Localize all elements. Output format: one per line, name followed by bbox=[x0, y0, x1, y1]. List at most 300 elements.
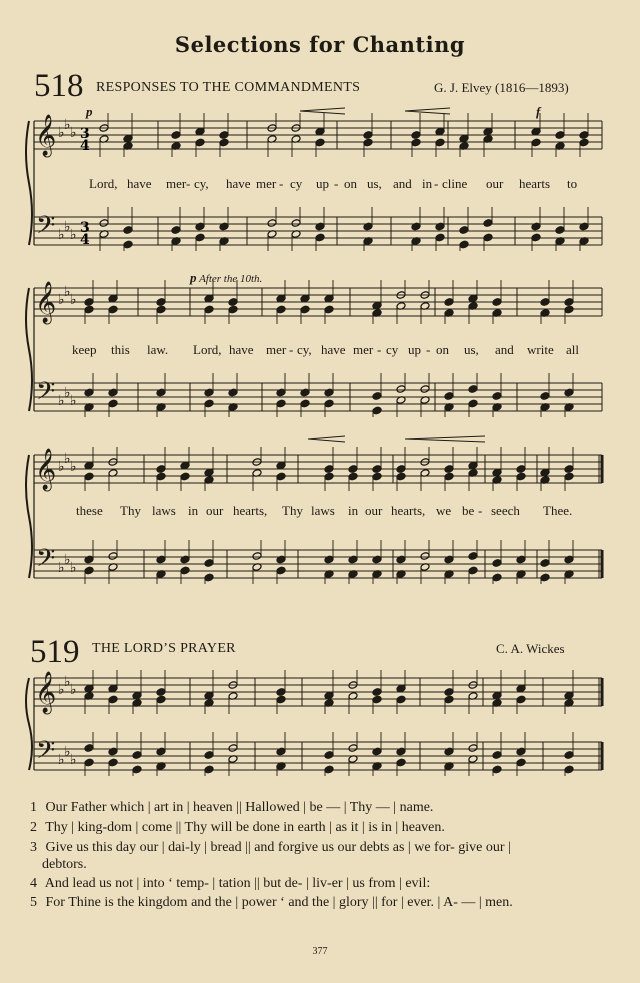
flat-sign: ♭ bbox=[70, 560, 77, 576]
note-head bbox=[531, 127, 541, 136]
note-head bbox=[468, 744, 478, 753]
note-head bbox=[411, 138, 421, 147]
verse-1 bbox=[30, 800, 630, 816]
note-head bbox=[324, 472, 334, 481]
hymn-title-518: RESPONSES TO THE COMMANDMENTS bbox=[96, 80, 361, 95]
note-head bbox=[492, 751, 502, 760]
note-head bbox=[108, 695, 118, 704]
lyric-syllable: cy bbox=[386, 342, 399, 357]
lyric-syllable: hearts, bbox=[233, 503, 268, 518]
lyric-syllable: our bbox=[365, 503, 383, 518]
lyric-syllable: we bbox=[436, 503, 452, 518]
flat-sign: ♭ bbox=[64, 552, 71, 568]
note-head bbox=[219, 222, 229, 231]
note-head bbox=[156, 555, 166, 564]
hairpin bbox=[405, 436, 485, 442]
clefs-and-signatures bbox=[35, 108, 485, 771]
flat-sign: ♭ bbox=[64, 674, 71, 690]
note-head bbox=[483, 233, 493, 242]
note-head bbox=[132, 765, 142, 774]
note-head bbox=[180, 555, 190, 564]
lyric-syllable: - bbox=[279, 176, 284, 191]
note-head bbox=[324, 305, 334, 314]
note-head bbox=[459, 226, 469, 235]
flat-sign: ♭ bbox=[64, 284, 71, 300]
lyric-syllable: all bbox=[566, 342, 579, 357]
verse-number: 2 bbox=[30, 820, 37, 835]
note-head bbox=[180, 566, 190, 575]
flat-sign: ♭ bbox=[64, 219, 71, 235]
note-head bbox=[276, 472, 286, 481]
lyric-syllable: have bbox=[127, 176, 152, 191]
note-head bbox=[324, 555, 334, 564]
verse-text: Thy | king-dom | come || Thy will be done in earth | as it | is in | heaven. bbox=[45, 820, 445, 835]
lyric-syllable: Thy bbox=[282, 503, 303, 518]
note-head bbox=[300, 399, 310, 408]
hymn-number-518: 518 bbox=[34, 68, 84, 104]
note-head bbox=[84, 298, 94, 307]
note-head bbox=[444, 392, 454, 401]
flat-sign: ♭ bbox=[58, 393, 65, 409]
note-head bbox=[156, 688, 166, 697]
lyric-syllable: keep bbox=[72, 342, 97, 357]
note-head bbox=[516, 555, 526, 564]
note-heads bbox=[84, 113, 589, 776]
note-head bbox=[372, 555, 382, 564]
composer-518: G. J. Elvey (1816—1893) bbox=[434, 80, 569, 95]
note-head bbox=[492, 298, 502, 307]
note-head bbox=[324, 765, 334, 774]
verse-number: 1 bbox=[30, 800, 37, 815]
note-head bbox=[315, 222, 325, 231]
flat-sign: ♭ bbox=[70, 459, 77, 475]
note-head bbox=[468, 461, 478, 470]
note-head bbox=[324, 691, 334, 700]
note-head bbox=[444, 747, 454, 756]
note-head bbox=[531, 138, 541, 147]
note-head bbox=[363, 138, 373, 147]
note-head bbox=[411, 131, 421, 140]
note-head bbox=[108, 684, 118, 693]
note-head bbox=[219, 131, 229, 140]
note-head bbox=[195, 233, 205, 242]
note-head bbox=[315, 138, 325, 147]
note-head bbox=[204, 559, 214, 568]
flat-sign: ♭ bbox=[58, 125, 65, 141]
lyric-syllable: - bbox=[377, 342, 382, 357]
note-head bbox=[171, 131, 181, 140]
note-head bbox=[276, 305, 286, 314]
note-head bbox=[156, 695, 166, 704]
note-head bbox=[123, 134, 133, 143]
lyric-syllable: - bbox=[426, 342, 431, 357]
note-head bbox=[171, 226, 181, 235]
lyric-syllable: - bbox=[334, 176, 339, 191]
lyric-syllable: - bbox=[289, 342, 294, 357]
lyric-syllable: mer bbox=[166, 176, 187, 191]
lyric-syllable: have bbox=[226, 176, 251, 191]
verse-number: 4 bbox=[30, 876, 37, 891]
note-head bbox=[108, 388, 118, 397]
lyric-syllable: Thee. bbox=[543, 503, 573, 518]
note-head bbox=[444, 555, 454, 564]
note-head bbox=[372, 465, 382, 474]
note-head bbox=[204, 388, 214, 397]
note-head bbox=[324, 388, 334, 397]
lyric-syllable: Lord, bbox=[193, 342, 222, 357]
flat-sign: ♭ bbox=[70, 292, 77, 308]
note-head bbox=[204, 573, 214, 582]
lyric-syllable: mer bbox=[353, 342, 374, 357]
note-head bbox=[396, 385, 406, 394]
dynamic-forte: f bbox=[536, 104, 541, 119]
note-head bbox=[444, 688, 454, 697]
note-head bbox=[195, 222, 205, 231]
note-head bbox=[468, 399, 478, 408]
note-head bbox=[156, 747, 166, 756]
verse-text: Our Father which | art in | heaven || Hallowed | be — | Thy — | name. bbox=[45, 800, 434, 815]
note-head bbox=[324, 399, 334, 408]
note-head bbox=[372, 406, 382, 415]
treble-clef: 𝄞 bbox=[35, 282, 57, 323]
page-number: 377 bbox=[312, 946, 328, 957]
note-head bbox=[516, 684, 526, 693]
note-head bbox=[435, 127, 445, 136]
note-head bbox=[108, 399, 118, 408]
note-head bbox=[372, 695, 382, 704]
note-head bbox=[108, 294, 118, 303]
note-head bbox=[99, 219, 109, 228]
note-head bbox=[204, 468, 214, 477]
note-head bbox=[579, 131, 589, 140]
lyric-syllable: our bbox=[486, 176, 504, 191]
note-head bbox=[84, 758, 94, 767]
note-head bbox=[195, 127, 205, 136]
lyric-syllable: laws bbox=[311, 503, 335, 518]
flat-sign: ♭ bbox=[58, 752, 65, 768]
note-head bbox=[492, 573, 502, 582]
note-head bbox=[204, 691, 214, 700]
lyric-syllable: on bbox=[436, 342, 449, 357]
note-head bbox=[315, 233, 325, 242]
lyric-syllable: cy, bbox=[297, 342, 312, 357]
note-head bbox=[156, 472, 166, 481]
lyric-syllable: up bbox=[316, 176, 329, 191]
verse-text: And lead us not | into ‘ temp- | tation || but de- | liv-er | us from | evil: bbox=[44, 876, 431, 891]
flat-sign: ♭ bbox=[64, 451, 71, 467]
lyric-syllable: in bbox=[422, 176, 433, 191]
note-head bbox=[540, 468, 550, 477]
lyric-syllable: be bbox=[462, 503, 475, 518]
lyric-syllable: - bbox=[478, 503, 483, 518]
note-head bbox=[468, 294, 478, 303]
note-head bbox=[84, 566, 94, 575]
note-head bbox=[252, 552, 262, 561]
note-head bbox=[396, 758, 406, 767]
note-head bbox=[219, 138, 229, 147]
note-head bbox=[564, 751, 574, 760]
lyric-syllable: law. bbox=[147, 342, 169, 357]
note-head bbox=[276, 566, 286, 575]
lyric-syllable: our bbox=[206, 503, 224, 518]
system-brace bbox=[26, 455, 32, 578]
flat-sign: ♭ bbox=[58, 292, 65, 308]
verse-3 bbox=[30, 840, 630, 856]
flat-sign: ♭ bbox=[58, 560, 65, 576]
lyric-syllable: these bbox=[76, 503, 103, 518]
note-head bbox=[516, 472, 526, 481]
hairpin bbox=[308, 436, 345, 442]
bass-clef: 𝄢 bbox=[36, 736, 56, 771]
note-head bbox=[276, 688, 286, 697]
note-head bbox=[84, 461, 94, 470]
lyric-syllable: on bbox=[344, 176, 357, 191]
note-head bbox=[492, 691, 502, 700]
note-head bbox=[84, 388, 94, 397]
verse-3-continuation: debtors. bbox=[42, 857, 87, 872]
bass-clef: 𝄢 bbox=[36, 377, 56, 412]
direction-text: After the 10th. bbox=[199, 273, 263, 285]
note-head bbox=[564, 388, 574, 397]
note-head bbox=[516, 695, 526, 704]
lyric-syllable: cline bbox=[442, 176, 468, 191]
note-head bbox=[300, 305, 310, 314]
lyric-syllable: us, bbox=[464, 342, 479, 357]
note-head bbox=[420, 385, 430, 394]
note-head bbox=[444, 695, 454, 704]
composer-519: C. A. Wickes bbox=[496, 641, 565, 656]
note-head bbox=[483, 219, 493, 228]
note-head bbox=[540, 392, 550, 401]
note-head bbox=[372, 747, 382, 756]
note-head bbox=[540, 559, 550, 568]
note-head bbox=[555, 131, 565, 140]
note-head bbox=[204, 765, 214, 774]
note-head bbox=[531, 222, 541, 231]
note-head bbox=[84, 555, 94, 564]
treble-clef: 𝄞 bbox=[35, 115, 57, 156]
flat-sign: ♭ bbox=[64, 385, 71, 401]
flat-sign: ♭ bbox=[70, 227, 77, 243]
time-signature-bass: 3 bbox=[80, 220, 90, 236]
flat-sign: ♭ bbox=[70, 682, 77, 698]
note-head bbox=[204, 751, 214, 760]
note-head bbox=[276, 294, 286, 303]
lyric-syllable: write bbox=[527, 342, 554, 357]
flat-sign: ♭ bbox=[70, 125, 77, 141]
verse-number: 5 bbox=[30, 895, 37, 910]
note-head bbox=[411, 222, 421, 231]
bass-clef: 𝄢 bbox=[36, 211, 56, 246]
note-head bbox=[108, 747, 118, 756]
note-head bbox=[435, 138, 445, 147]
note-head bbox=[276, 399, 286, 408]
lyric-syllable: to bbox=[567, 176, 578, 191]
note-head bbox=[204, 294, 214, 303]
lyric-syllable: mer bbox=[256, 176, 277, 191]
time-signature-bass: 4 bbox=[80, 232, 90, 248]
note-head bbox=[564, 765, 574, 774]
note-head bbox=[348, 744, 358, 753]
note-head bbox=[276, 747, 286, 756]
verse-4 bbox=[30, 876, 630, 892]
flat-sign: ♭ bbox=[58, 682, 65, 698]
note-head bbox=[555, 226, 565, 235]
staff-systems bbox=[26, 121, 602, 770]
note-head bbox=[156, 388, 166, 397]
note-head bbox=[267, 219, 277, 228]
note-head bbox=[348, 555, 358, 564]
note-head bbox=[228, 298, 238, 307]
lyric-syllable: cy bbox=[290, 176, 303, 191]
lyric-syllable: in bbox=[348, 503, 359, 518]
verse-2 bbox=[30, 820, 630, 836]
note-head bbox=[108, 758, 118, 767]
note-head bbox=[180, 472, 190, 481]
flat-sign: ♭ bbox=[70, 752, 77, 768]
verse-text: Give us this day our | dai-ly | bread || and forgive us our debts as | we for- give our | bbox=[45, 840, 511, 855]
note-head bbox=[531, 233, 541, 242]
note-head bbox=[516, 747, 526, 756]
note-head bbox=[228, 388, 238, 397]
treble-clef: 𝄞 bbox=[35, 672, 57, 713]
note-head bbox=[300, 388, 310, 397]
note-head bbox=[564, 298, 574, 307]
note-head bbox=[108, 305, 118, 314]
lyric-syllable: and bbox=[393, 176, 412, 191]
lyric-syllable: hearts, bbox=[391, 503, 426, 518]
note-head bbox=[492, 559, 502, 568]
dynamic-piano: p bbox=[86, 104, 93, 119]
treble-clef: 𝄞 bbox=[35, 449, 57, 490]
note-head bbox=[483, 127, 493, 136]
lyric-syllable: seech bbox=[491, 503, 520, 518]
note-head bbox=[396, 555, 406, 564]
lyric-syllable: have bbox=[229, 342, 254, 357]
note-head bbox=[132, 751, 142, 760]
bass-clef: 𝄢 bbox=[36, 544, 56, 579]
note-head bbox=[276, 388, 286, 397]
flat-sign: ♭ bbox=[58, 459, 65, 475]
lyric-syllable: mer bbox=[266, 342, 287, 357]
system-brace bbox=[26, 121, 32, 245]
note-head bbox=[300, 294, 310, 303]
note-head bbox=[324, 294, 334, 303]
note-head bbox=[492, 392, 502, 401]
note-head bbox=[180, 461, 190, 470]
note-head bbox=[459, 240, 469, 249]
flat-sign: ♭ bbox=[70, 393, 77, 409]
system-brace bbox=[26, 288, 32, 411]
lyric-syllable: - bbox=[186, 176, 191, 191]
note-head bbox=[435, 233, 445, 242]
note-head bbox=[468, 552, 478, 561]
note-head bbox=[372, 688, 382, 697]
hymn-number-519: 519 bbox=[30, 634, 80, 670]
note-head bbox=[444, 298, 454, 307]
time-signature-treble: 4 bbox=[80, 138, 90, 154]
lyric-syllable: Thy bbox=[120, 503, 141, 518]
lyric-syllable: this bbox=[111, 342, 130, 357]
note-head bbox=[579, 222, 589, 231]
note-head bbox=[564, 305, 574, 314]
note-head bbox=[132, 691, 142, 700]
hairpin bbox=[405, 108, 450, 114]
hairpin bbox=[300, 108, 345, 114]
note-head bbox=[564, 465, 574, 474]
note-head bbox=[123, 240, 133, 249]
lyric-syllable: and bbox=[495, 342, 514, 357]
note-head bbox=[468, 566, 478, 575]
verse-5 bbox=[30, 895, 630, 911]
hymn-title-519: THE LORD’S PRAYER bbox=[92, 641, 236, 656]
note-head bbox=[291, 219, 301, 228]
note-head bbox=[459, 134, 469, 143]
lyric-syllable: Lord, bbox=[89, 176, 118, 191]
note-head bbox=[372, 392, 382, 401]
direction-dynamic: p bbox=[190, 270, 197, 285]
note-head bbox=[276, 555, 286, 564]
note-head bbox=[228, 305, 238, 314]
note-head bbox=[579, 138, 589, 147]
note-head bbox=[372, 301, 382, 310]
system-brace bbox=[26, 678, 32, 770]
flat-sign: ♭ bbox=[58, 227, 65, 243]
note-head bbox=[156, 305, 166, 314]
note-head bbox=[348, 465, 358, 474]
note-head bbox=[123, 226, 133, 235]
note-head bbox=[363, 222, 373, 231]
note-head bbox=[84, 684, 94, 693]
note-head bbox=[108, 552, 118, 561]
note-head bbox=[564, 472, 574, 481]
note-head bbox=[468, 385, 478, 394]
note-head bbox=[564, 691, 574, 700]
lyric-syllable: up bbox=[408, 342, 421, 357]
note-head bbox=[204, 305, 214, 314]
note-head bbox=[156, 298, 166, 307]
note-head bbox=[396, 684, 406, 693]
time-signature-treble: 3 bbox=[80, 126, 90, 142]
verse-number: 3 bbox=[30, 840, 37, 855]
note-head bbox=[492, 765, 502, 774]
note-head bbox=[315, 127, 325, 136]
note-head bbox=[324, 751, 334, 760]
note-head bbox=[228, 744, 238, 753]
lyric-syllable: us, bbox=[367, 176, 382, 191]
note-head bbox=[84, 472, 94, 481]
note-head bbox=[372, 472, 382, 481]
note-head bbox=[540, 573, 550, 582]
note-head bbox=[444, 472, 454, 481]
note-head bbox=[276, 461, 286, 470]
note-head bbox=[195, 138, 205, 147]
note-head bbox=[276, 695, 286, 704]
lyric-syllable: have bbox=[321, 342, 346, 357]
note-head bbox=[84, 744, 94, 753]
note-head bbox=[516, 758, 526, 767]
note-head bbox=[435, 222, 445, 231]
flat-sign: ♭ bbox=[64, 117, 71, 133]
note-head bbox=[348, 472, 358, 481]
lyric-syllable: hearts bbox=[519, 176, 551, 191]
note-head bbox=[564, 555, 574, 564]
note-head bbox=[363, 131, 373, 140]
note-head bbox=[324, 465, 334, 474]
lyric-syllable: - bbox=[434, 176, 439, 191]
verse-text: For Thine is the kingdom and the | power ‘ and the | glory || for | ever. | A- — | men. bbox=[45, 895, 513, 910]
note-head bbox=[396, 472, 406, 481]
